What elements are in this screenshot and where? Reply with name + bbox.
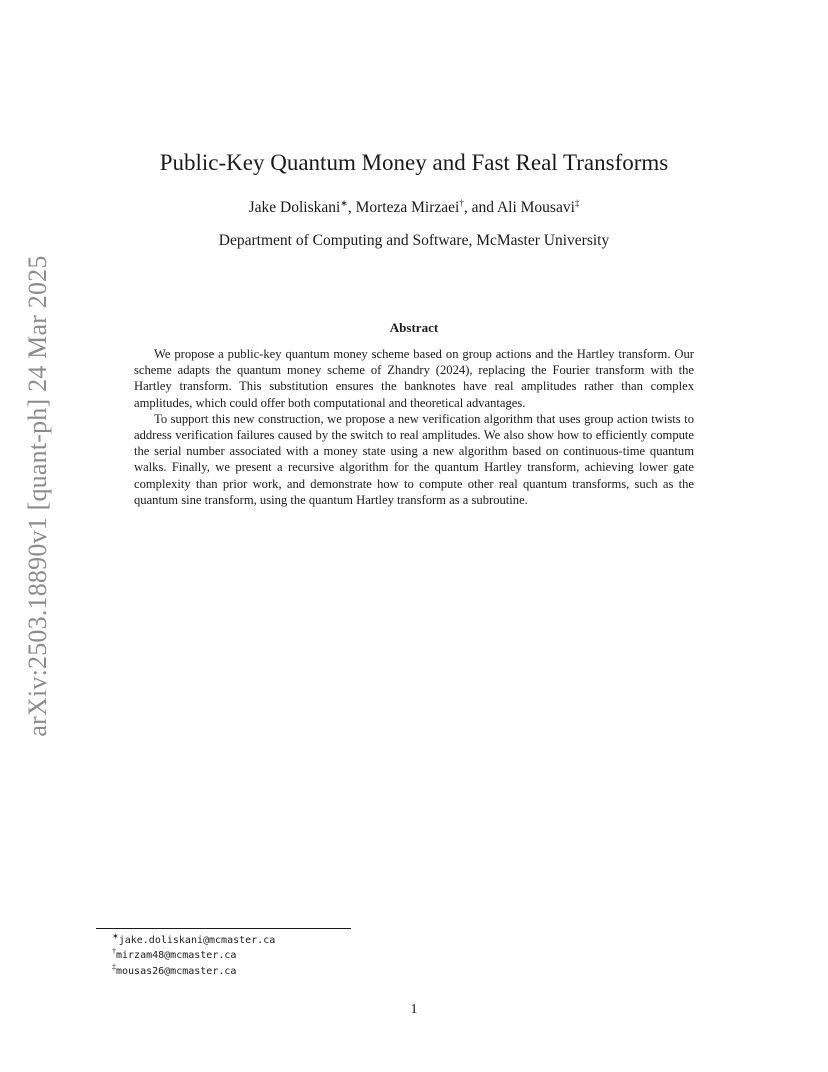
footnote-item — [112, 964, 275, 979]
abstract-paragraph: To support this new construction, we propose a new verification algorithm that uses group action twists to address verification failures caused by the switch to real amplitudes. We also show how to efficiently compute the serial number associated with a money state using a new algorithm based on continuous-time quantum walks. Finally, we present a recursive algorithm for the quantum Hartley transform, achieving lower gate complexity than prior work, and demonstrate how to compute other real quantum transforms, such as the quantum sine transform, using the quantum Hartley transform as a subroutine. — [134, 411, 694, 507]
footnote-mark: ∗ — [112, 931, 119, 941]
affiliation: Department of Computing and Software, McMaster University — [218, 232, 610, 249]
author-list — [0, 199, 828, 217]
page-number: 1 — [410, 1002, 418, 1017]
footnote-item — [112, 948, 275, 963]
footnote-mark: † — [112, 946, 116, 956]
abstract-paragraph: We propose a public-key quantum money scheme based on group actions and the Hartley transform. Our scheme adapts the quantum money scheme of Zhandry (2024), replacing the Fourier transform with the Hartley transform. This substitution ensures the banknotes have real amplitudes rather than complex amplitudes, which could offer both computational and theoretical advantages. — [134, 347, 694, 410]
footnote-email: mirzam48@mcmaster.ca — [116, 950, 237, 962]
arxiv-identifier-stamp: arXiv:2503.18890v1 [quant-ph] 24 Mar 2025 — [23, 255, 52, 737]
author-footnote-mark: † — [459, 197, 464, 208]
abstract-body — [134, 346, 694, 508]
footnote-divider — [96, 928, 351, 929]
author-separator: , — [347, 199, 356, 216]
author-name: Ali Mousavi — [496, 199, 575, 216]
author-name: Morteza Mirzaei — [355, 199, 460, 216]
footnotes — [112, 933, 275, 979]
footnote-mark: ‡ — [112, 962, 116, 972]
footnote-email: mousas26@mcmaster.ca — [116, 965, 237, 977]
author-footnote-mark: ‡ — [574, 197, 580, 208]
author-name: Jake Doliskani — [248, 199, 341, 216]
author-footnote-mark: ∗ — [340, 197, 348, 208]
paper-title: Public-Key Quantum Money and Fast Real Transforms — [159, 150, 669, 175]
footnote-item — [112, 933, 275, 948]
abstract-heading: Abstract — [389, 320, 439, 335]
footnote-email: jake.doliskani@mcmaster.ca — [118, 935, 276, 946]
author-separator: , and — [463, 199, 497, 216]
